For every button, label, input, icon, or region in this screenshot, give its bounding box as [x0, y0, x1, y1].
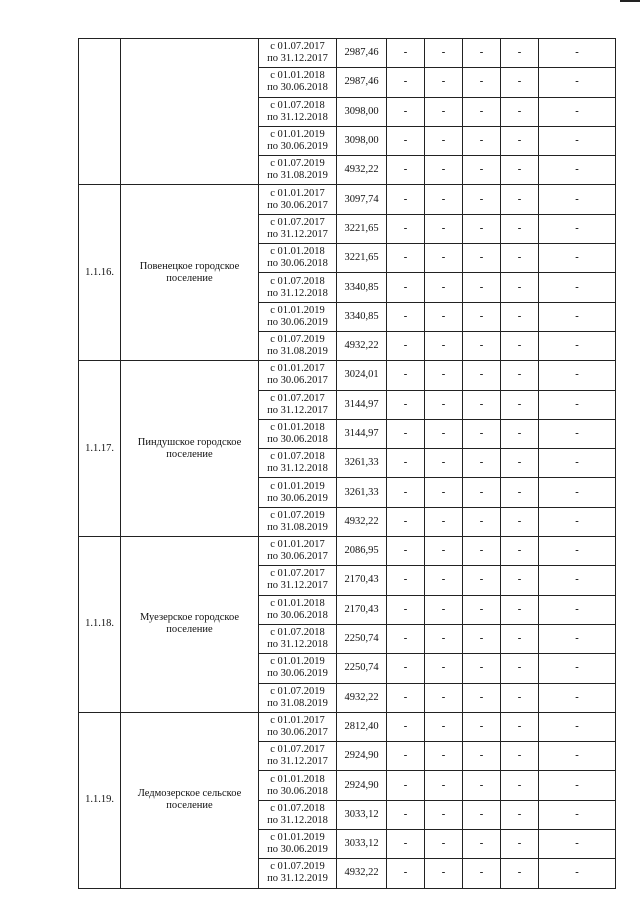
empty-dash-cell: -: [387, 126, 425, 155]
empty-dash-cell: -: [463, 654, 501, 683]
period-to: по 31.08.2019: [267, 170, 328, 182]
empty-dash-cell: -: [539, 830, 616, 859]
period-cell: [259, 449, 337, 478]
tariff-value-cell: 2170,43: [337, 595, 387, 624]
empty-dash-cell: -: [539, 449, 616, 478]
empty-dash-cell: -: [387, 156, 425, 185]
tariff-value-cell: 3097,74: [337, 185, 387, 214]
period-cell: [259, 185, 337, 214]
empty-dash-cell: -: [539, 419, 616, 448]
empty-dash-cell: -: [425, 214, 463, 243]
period-to: по 30.06.2017: [267, 726, 328, 738]
period-to: по 31.12.2017: [267, 228, 328, 240]
period-cell: [259, 654, 337, 683]
empty-dash-cell: -: [463, 97, 501, 126]
empty-dash-cell: -: [463, 419, 501, 448]
period-to: по 30.06.2018: [267, 785, 328, 797]
settlement-name-cell: Ледмозерское сельское поселение: [121, 712, 259, 888]
empty-dash-cell: -: [463, 742, 501, 771]
period-from: с 01.01.2018: [270, 773, 325, 785]
empty-dash-cell: -: [501, 595, 539, 624]
empty-dash-cell: -: [539, 185, 616, 214]
empty-dash-cell: -: [387, 478, 425, 507]
empty-dash-cell: -: [501, 361, 539, 390]
empty-dash-cell: -: [539, 507, 616, 536]
empty-dash-cell: -: [425, 712, 463, 741]
period-from: с 01.07.2018: [270, 451, 325, 463]
table-row: [79, 185, 616, 214]
empty-dash-cell: -: [387, 68, 425, 97]
empty-dash-cell: -: [387, 419, 425, 448]
empty-dash-cell: -: [425, 771, 463, 800]
period-cell: [259, 156, 337, 185]
empty-dash-cell: -: [425, 68, 463, 97]
empty-dash-cell: -: [539, 654, 616, 683]
tariff-value-cell: 2250,74: [337, 654, 387, 683]
empty-dash-cell: -: [387, 800, 425, 829]
empty-dash-cell: -: [539, 302, 616, 331]
empty-dash-cell: -: [387, 273, 425, 302]
empty-dash-cell: -: [463, 712, 501, 741]
period-to: по 31.12.2017: [267, 580, 328, 592]
empty-dash-cell: -: [425, 654, 463, 683]
table-row: [79, 537, 616, 566]
period-from: с 01.07.2019: [270, 158, 325, 170]
period-from: с 01.07.2018: [270, 99, 325, 111]
period-cell: [259, 742, 337, 771]
period-cell: [259, 771, 337, 800]
empty-dash-cell: -: [501, 126, 539, 155]
period-to: по 30.06.2019: [267, 316, 328, 328]
item-code-cell: 1.1.18.: [79, 537, 121, 713]
empty-dash-cell: -: [501, 859, 539, 888]
period-cell: [259, 624, 337, 653]
period-to: по 30.06.2017: [267, 199, 328, 211]
period-to: по 30.06.2017: [267, 551, 328, 563]
empty-dash-cell: -: [463, 39, 501, 68]
empty-dash-cell: -: [501, 244, 539, 273]
empty-dash-cell: -: [463, 800, 501, 829]
period-cell: [259, 830, 337, 859]
empty-dash-cell: -: [425, 566, 463, 595]
settlement-name-cell: Повенецкое городское поселение: [121, 185, 259, 361]
period-from: с 01.01.2018: [270, 246, 325, 258]
period-to: по 31.08.2019: [267, 521, 328, 533]
period-from: с 01.01.2019: [270, 129, 325, 141]
empty-dash-cell: -: [387, 595, 425, 624]
period-from: с 01.07.2019: [270, 509, 325, 521]
empty-dash-cell: -: [387, 331, 425, 360]
empty-dash-cell: -: [501, 654, 539, 683]
empty-dash-cell: -: [425, 507, 463, 536]
empty-dash-cell: -: [501, 478, 539, 507]
tariff-value-cell: 2924,90: [337, 771, 387, 800]
period-cell: [259, 859, 337, 888]
empty-dash-cell: -: [425, 361, 463, 390]
empty-dash-cell: -: [387, 624, 425, 653]
empty-dash-cell: -: [463, 830, 501, 859]
period-to: по 31.12.2018: [267, 287, 328, 299]
settlement-name-cell: Пиндушское городское поселение: [121, 361, 259, 537]
empty-dash-cell: -: [501, 507, 539, 536]
period-to: по 31.12.2018: [267, 639, 328, 651]
period-from: с 01.07.2019: [270, 685, 325, 697]
empty-dash-cell: -: [539, 214, 616, 243]
empty-dash-cell: -: [387, 507, 425, 536]
empty-dash-cell: -: [425, 683, 463, 712]
empty-dash-cell: -: [463, 683, 501, 712]
table-row: [79, 361, 616, 390]
empty-dash-cell: -: [501, 449, 539, 478]
period-cell: [259, 126, 337, 155]
period-cell: [259, 712, 337, 741]
empty-dash-cell: -: [539, 478, 616, 507]
empty-dash-cell: -: [387, 742, 425, 771]
empty-dash-cell: -: [387, 390, 425, 419]
period-from: с 01.07.2017: [270, 392, 325, 404]
period-cell: [259, 478, 337, 507]
empty-dash-cell: -: [539, 566, 616, 595]
empty-dash-cell: -: [539, 859, 616, 888]
empty-dash-cell: -: [501, 712, 539, 741]
period-cell: [259, 595, 337, 624]
empty-dash-cell: -: [425, 302, 463, 331]
period-to: по 30.06.2019: [267, 668, 328, 680]
period-to: по 31.08.2019: [267, 346, 328, 358]
tariff-value-cell: 4932,22: [337, 156, 387, 185]
period-to: по 30.06.2018: [267, 434, 328, 445]
empty-dash-cell: -: [387, 859, 425, 888]
page-corner-mark: [620, 0, 640, 2]
tariff-value-cell: 2250,74: [337, 624, 387, 653]
empty-dash-cell: -: [539, 39, 616, 68]
period-from: с 01.01.2019: [270, 304, 325, 316]
item-code-cell: 1.1.16.: [79, 185, 121, 361]
empty-dash-cell: -: [539, 156, 616, 185]
empty-dash-cell: -: [463, 595, 501, 624]
empty-dash-cell: -: [501, 566, 539, 595]
empty-dash-cell: -: [463, 68, 501, 97]
item-code-cell: [79, 39, 121, 185]
period-cell: [259, 566, 337, 595]
item-code-cell: 1.1.19.: [79, 712, 121, 888]
period-cell: [259, 331, 337, 360]
tariff-value-cell: 3144,97: [337, 390, 387, 419]
period-from: с 01.07.2017: [270, 216, 325, 228]
tariff-value-cell: 3098,00: [337, 97, 387, 126]
empty-dash-cell: -: [463, 214, 501, 243]
period-cell: [259, 302, 337, 331]
empty-dash-cell: -: [501, 742, 539, 771]
tariff-value-cell: 3098,00: [337, 126, 387, 155]
empty-dash-cell: -: [501, 39, 539, 68]
empty-dash-cell: -: [425, 624, 463, 653]
empty-dash-cell: -: [463, 302, 501, 331]
empty-dash-cell: -: [387, 361, 425, 390]
period-from: с 01.07.2017: [270, 568, 325, 580]
tariff-value-cell: 2987,46: [337, 39, 387, 68]
empty-dash-cell: -: [387, 537, 425, 566]
period-from: с 01.01.2019: [270, 832, 325, 844]
empty-dash-cell: -: [539, 771, 616, 800]
empty-dash-cell: -: [539, 97, 616, 126]
empty-dash-cell: -: [539, 624, 616, 653]
period-from: с 01.01.2019: [270, 480, 325, 492]
empty-dash-cell: -: [501, 800, 539, 829]
empty-dash-cell: -: [425, 742, 463, 771]
period-from: с 01.07.2017: [270, 744, 325, 756]
empty-dash-cell: -: [387, 683, 425, 712]
empty-dash-cell: -: [539, 126, 616, 155]
empty-dash-cell: -: [425, 390, 463, 419]
empty-dash-cell: -: [463, 859, 501, 888]
tariff-value-cell: 2987,46: [337, 68, 387, 97]
empty-dash-cell: -: [425, 39, 463, 68]
period-to: по 31.12.2018: [267, 463, 328, 475]
item-code-cell: 1.1.17.: [79, 361, 121, 537]
empty-dash-cell: -: [463, 273, 501, 302]
empty-dash-cell: -: [425, 830, 463, 859]
period-to: по 30.06.2019: [267, 492, 328, 504]
empty-dash-cell: -: [501, 419, 539, 448]
empty-dash-cell: -: [539, 390, 616, 419]
empty-dash-cell: -: [539, 331, 616, 360]
tariff-value-cell: 4932,22: [337, 507, 387, 536]
empty-dash-cell: -: [501, 771, 539, 800]
period-cell: [259, 214, 337, 243]
empty-dash-cell: -: [387, 449, 425, 478]
tariff-value-cell: 4932,22: [337, 683, 387, 712]
tariff-value-cell: 3033,12: [337, 830, 387, 859]
period-cell: [259, 800, 337, 829]
period-cell: [259, 507, 337, 536]
empty-dash-cell: -: [463, 566, 501, 595]
empty-dash-cell: -: [387, 302, 425, 331]
period-to: по 30.06.2018: [267, 258, 328, 270]
empty-dash-cell: -: [425, 419, 463, 448]
period-from: с 01.01.2018: [270, 422, 325, 433]
period-to: по 31.12.2019: [267, 873, 328, 885]
empty-dash-cell: -: [539, 273, 616, 302]
period-cell: [259, 68, 337, 97]
empty-dash-cell: -: [387, 39, 425, 68]
period-cell: [259, 39, 337, 68]
empty-dash-cell: -: [539, 244, 616, 273]
tariff-value-cell: 4932,22: [337, 859, 387, 888]
empty-dash-cell: -: [463, 537, 501, 566]
tariff-value-cell: 3033,12: [337, 800, 387, 829]
empty-dash-cell: -: [501, 302, 539, 331]
empty-dash-cell: -: [539, 68, 616, 97]
period-from: с 01.01.2018: [270, 597, 325, 609]
empty-dash-cell: -: [425, 449, 463, 478]
empty-dash-cell: -: [425, 185, 463, 214]
empty-dash-cell: -: [463, 507, 501, 536]
period-to: по 31.08.2019: [267, 697, 328, 709]
empty-dash-cell: -: [463, 126, 501, 155]
tariff-value-cell: 3340,85: [337, 273, 387, 302]
empty-dash-cell: -: [387, 244, 425, 273]
tariff-value-cell: 3221,65: [337, 244, 387, 273]
empty-dash-cell: -: [463, 244, 501, 273]
period-to: по 31.12.2017: [267, 53, 328, 65]
table-row: [79, 712, 616, 741]
empty-dash-cell: -: [425, 800, 463, 829]
period-from: с 01.07.2019: [270, 861, 325, 873]
empty-dash-cell: -: [387, 214, 425, 243]
period-cell: [259, 537, 337, 566]
period-to: по 30.06.2019: [267, 141, 328, 153]
empty-dash-cell: -: [501, 331, 539, 360]
period-cell: [259, 361, 337, 390]
empty-dash-cell: -: [501, 537, 539, 566]
period-from: с 01.01.2018: [270, 70, 325, 82]
period-to: по 30.06.2018: [267, 82, 328, 94]
empty-dash-cell: -: [539, 800, 616, 829]
period-from: с 01.07.2018: [270, 275, 325, 287]
period-to: по 30.06.2019: [267, 844, 328, 856]
tariff-value-cell: 2924,90: [337, 742, 387, 771]
tariff-value-cell: 3144,97: [337, 419, 387, 448]
period-from: с 01.01.2017: [270, 714, 325, 726]
period-from: с 01.01.2017: [270, 187, 325, 199]
empty-dash-cell: -: [501, 624, 539, 653]
period-from: с 01.07.2017: [270, 41, 325, 53]
period-to: по 30.06.2017: [267, 375, 328, 387]
settlement-name-cell: Муезерское городское поселение: [121, 537, 259, 713]
tariff-value-cell: 2812,40: [337, 712, 387, 741]
period-to: по 30.06.2018: [267, 609, 328, 621]
period-cell: [259, 244, 337, 273]
empty-dash-cell: -: [425, 273, 463, 302]
empty-dash-cell: -: [425, 156, 463, 185]
empty-dash-cell: -: [387, 830, 425, 859]
period-to: по 31.12.2018: [267, 814, 328, 826]
tariff-value-cell: 3221,65: [337, 214, 387, 243]
empty-dash-cell: -: [425, 331, 463, 360]
tariff-value-cell: 3024,01: [337, 361, 387, 390]
tariff-table: [78, 38, 616, 889]
period-to: по 31.12.2017: [267, 404, 328, 416]
period-cell: [259, 683, 337, 712]
period-from: с 01.01.2017: [270, 539, 325, 551]
empty-dash-cell: -: [463, 478, 501, 507]
empty-dash-cell: -: [463, 624, 501, 653]
tariff-table-body: [79, 39, 616, 889]
empty-dash-cell: -: [387, 654, 425, 683]
empty-dash-cell: -: [425, 478, 463, 507]
period-from: с 01.01.2017: [270, 363, 325, 375]
empty-dash-cell: -: [463, 185, 501, 214]
period-from: с 01.07.2019: [270, 334, 325, 346]
period-from: с 01.01.2019: [270, 656, 325, 668]
empty-dash-cell: -: [425, 126, 463, 155]
empty-dash-cell: -: [387, 185, 425, 214]
empty-dash-cell: -: [425, 595, 463, 624]
tariff-value-cell: 3261,33: [337, 478, 387, 507]
period-cell: [259, 419, 337, 448]
empty-dash-cell: -: [387, 97, 425, 126]
empty-dash-cell: -: [387, 566, 425, 595]
empty-dash-cell: -: [463, 361, 501, 390]
tariff-value-cell: 4932,22: [337, 331, 387, 360]
empty-dash-cell: -: [501, 68, 539, 97]
empty-dash-cell: -: [425, 97, 463, 126]
empty-dash-cell: -: [463, 771, 501, 800]
empty-dash-cell: -: [463, 331, 501, 360]
empty-dash-cell: -: [501, 156, 539, 185]
period-to: по 31.12.2018: [267, 111, 328, 123]
empty-dash-cell: -: [463, 390, 501, 419]
empty-dash-cell: -: [539, 537, 616, 566]
empty-dash-cell: -: [425, 859, 463, 888]
empty-dash-cell: -: [501, 390, 539, 419]
period-cell: [259, 390, 337, 419]
period-cell: [259, 273, 337, 302]
period-cell: [259, 97, 337, 126]
empty-dash-cell: -: [425, 537, 463, 566]
empty-dash-cell: -: [425, 244, 463, 273]
empty-dash-cell: -: [539, 683, 616, 712]
empty-dash-cell: -: [501, 185, 539, 214]
table-row: [79, 39, 616, 68]
period-to: по 31.12.2017: [267, 756, 328, 768]
empty-dash-cell: -: [539, 595, 616, 624]
empty-dash-cell: -: [501, 830, 539, 859]
empty-dash-cell: -: [387, 771, 425, 800]
empty-dash-cell: -: [501, 97, 539, 126]
empty-dash-cell: -: [501, 214, 539, 243]
settlement-name-cell: [121, 39, 259, 185]
tariff-value-cell: 3261,33: [337, 449, 387, 478]
tariff-value-cell: 3340,85: [337, 302, 387, 331]
tariff-value-cell: 2170,43: [337, 566, 387, 595]
empty-dash-cell: -: [539, 742, 616, 771]
empty-dash-cell: -: [463, 156, 501, 185]
empty-dash-cell: -: [463, 449, 501, 478]
empty-dash-cell: -: [539, 361, 616, 390]
period-from: с 01.07.2018: [270, 802, 325, 814]
period-from: с 01.07.2018: [270, 627, 325, 639]
empty-dash-cell: -: [501, 273, 539, 302]
empty-dash-cell: -: [387, 712, 425, 741]
tariff-value-cell: 2086,95: [337, 537, 387, 566]
empty-dash-cell: -: [539, 712, 616, 741]
empty-dash-cell: -: [501, 683, 539, 712]
